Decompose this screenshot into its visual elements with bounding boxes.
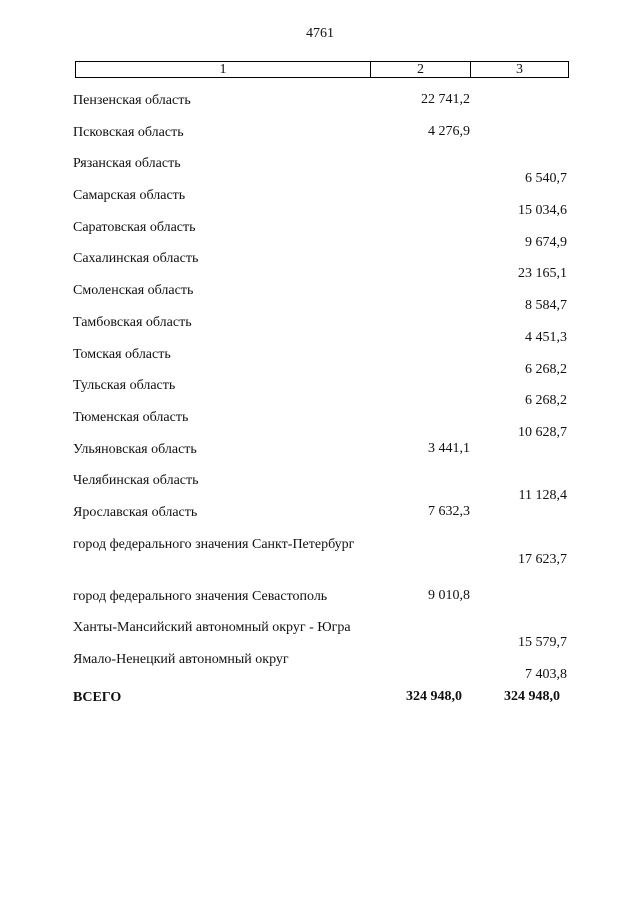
region-name: Ямало-Ненецкий автономный округ (73, 652, 289, 667)
region-name: Тульская область (73, 378, 176, 394)
region-name: Самарская область (73, 188, 186, 204)
value-col3: 4 451,3 (525, 329, 567, 345)
table-row (0, 306, 640, 345)
region-name: Псковская область (73, 124, 184, 140)
column-header-3: 3 (516, 62, 523, 77)
total-label: ВСЕГО (73, 689, 122, 705)
region-name: Саратовская область (73, 219, 196, 235)
region-name: Сахалинская область (73, 251, 199, 267)
total-col2: 324 948,0 (406, 688, 462, 704)
table-row (0, 643, 640, 682)
value-col2: 22 741,2 (421, 92, 470, 107)
value-col2: 9 010,8 (428, 587, 470, 603)
region-name: Рязанская область (73, 156, 181, 172)
value-col2: 3 441,1 (428, 440, 470, 456)
table-row (0, 84, 640, 116)
table-row (0, 496, 640, 528)
region-name: Ульяновская область (73, 441, 197, 457)
value-col3: 9 674,9 (525, 234, 567, 250)
table-row (0, 211, 640, 250)
region-name: Челябинская область (73, 473, 199, 489)
table-row (0, 369, 640, 409)
table-row (0, 338, 640, 377)
region-name: Тюменская область (73, 409, 189, 425)
region-name: Ханты-Мансийский автономный округ - Югра (73, 620, 351, 636)
value-col3: 7 403,8 (525, 667, 567, 682)
table-row (0, 464, 640, 504)
total-col3: 324 948,0 (504, 688, 560, 704)
value-col3: 8 584,7 (525, 298, 567, 314)
region-name: Пензенская область (73, 93, 191, 108)
value-col3: 17 623,7 (518, 551, 567, 567)
table-row (0, 528, 640, 580)
table-row (0, 147, 640, 187)
table-row (0, 274, 640, 314)
region-name: Смоленская область (73, 283, 194, 299)
region-name: город федерального значения Севастополь (73, 588, 328, 604)
table-row (0, 242, 640, 282)
value-col3: 10 628,7 (518, 424, 567, 440)
table-row (0, 116, 640, 148)
column-header-1: 1 (76, 62, 371, 77)
value-col3: 23 165,1 (518, 266, 567, 282)
region-name: Тамбовская область (73, 314, 192, 330)
value-col3: 6 268,2 (525, 393, 567, 409)
table-header-row (75, 61, 569, 78)
table-row (0, 433, 640, 465)
table-body (0, 84, 640, 720)
value-col2: 4 276,9 (428, 123, 470, 139)
page-number: 4761 (306, 26, 334, 41)
value-col2: 7 632,3 (428, 503, 470, 519)
table-row (0, 580, 640, 612)
table-row (0, 401, 640, 440)
value-col3: 6 540,7 (525, 171, 567, 187)
table-row (0, 179, 640, 219)
table-row (0, 611, 640, 651)
value-col3: 15 034,6 (518, 203, 567, 219)
column-header-2: 2 (371, 62, 471, 77)
total-row (0, 689, 640, 721)
region-name: Ярославская область (73, 504, 198, 520)
value-col3: 6 268,2 (525, 361, 567, 377)
value-col3: 15 579,7 (518, 635, 567, 651)
region-name: город федерального значения Санкт-Петербург (73, 536, 355, 552)
value-col3: 11 128,4 (518, 488, 567, 504)
region-name: Томская область (73, 346, 171, 362)
